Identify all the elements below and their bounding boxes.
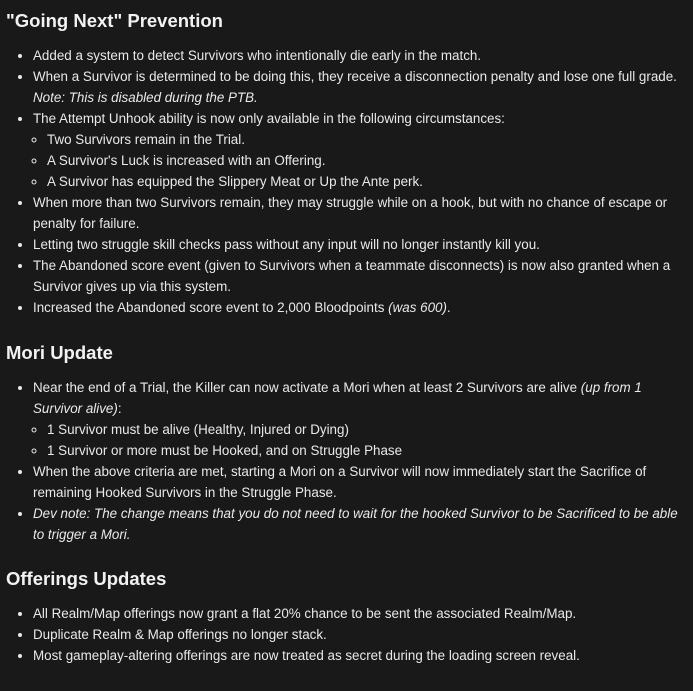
section-heading-mori-update: Mori Update	[6, 342, 113, 363]
list-item: • All Realm/Map offerings now grant a flat 20% chance to be sent the associated Realm/Map.	[33, 603, 687, 624]
list-item: • Most gameplay-altering offerings are now treated as secret during the loading screen reveal.	[33, 645, 687, 666]
italic-note: Note: This is disabled during the PTB.	[33, 90, 258, 105]
sub-list-item: ◦ A Survivor's Luck is increased with an Offering.	[47, 150, 687, 171]
list-item: • The Abandoned score event (given to Survivors when a teammate disconnects) is now also granted when a Survivor gives up via this system.	[33, 255, 687, 297]
list-item	[33, 503, 687, 545]
going-next-bullet-list	[6, 45, 687, 318]
list-item: • Increased the Abandoned score event to 2,000 Bloodpoints (was 600).	[33, 297, 687, 318]
sub-list-item: ◦ 1 Survivor must be alive (Healthy, Injured or Dying)	[47, 419, 687, 440]
sub-list-item: ◦ A Survivor has equipped the Slippery Meat or Up the Ante perk.	[47, 171, 687, 192]
italic-note: (up from 1 Survivor alive)	[33, 380, 642, 416]
list-item: • The Attempt Unhook ability is now only available in the following circumstances: ◦ Two Survivors remain in the Trial. ◦ A Survivor's Luck is increased with an Offering. ◦ A Survivor has equipped the Slippery Meat or Up the Ante perk.	[33, 108, 687, 192]
italic-note: (was 600)	[388, 300, 447, 315]
list-item: • When a Survivor is determined to be doing this, they receive a disconnection penalty and lose one full grade. Note: This is disabled during the PTB.	[33, 66, 687, 108]
list-item: • When the above criteria are met, starting a Mori on a Survivor will now immediately start the Sacrifice of remaining Hooked Survivors in the Struggle Phase.	[33, 461, 687, 503]
mori-criteria-list	[33, 419, 687, 461]
section-heading-going-next-prevention: "Going Next" Prevention	[6, 10, 223, 31]
unhook-conditions-list	[33, 129, 687, 192]
list-item: • Near the end of a Trial, the Killer can now activate a Mori when at least 2 Survivors are alive (up from 1 Survivor alive): ◦ 1 Survivor must be alive (Healthy, Injured or Dying) ◦ 1 Survivor or more must be Hooked, and on Struggle Phase	[33, 377, 687, 461]
section-heading-offerings-updates: Offerings Updates	[6, 568, 167, 589]
sub-list-item: ◦ Two Survivors remain in the Trial.	[47, 129, 687, 150]
list-item: • When more than two Survivors remain, they may struggle while on a hook, but with no chance of escape or penalty for failure.	[33, 192, 687, 234]
offerings-bullet-list	[6, 603, 687, 666]
mori-update-bullet-list	[6, 377, 687, 545]
list-item: • Letting two struggle skill checks pass without any input will no longer instantly kill you.	[33, 234, 687, 255]
dev-note: Dev note: The change means that you do not need to wait for the hooked Survivor to be Sacrificed to be able to trigger a Mori.	[33, 506, 678, 542]
list-item: • Duplicate Realm & Map offerings no longer stack.	[33, 624, 687, 645]
sub-list-item: ◦ 1 Survivor or more must be Hooked, and on Struggle Phase	[47, 440, 687, 461]
list-item: • Added a system to detect Survivors who intentionally die early in the match.	[33, 45, 687, 66]
